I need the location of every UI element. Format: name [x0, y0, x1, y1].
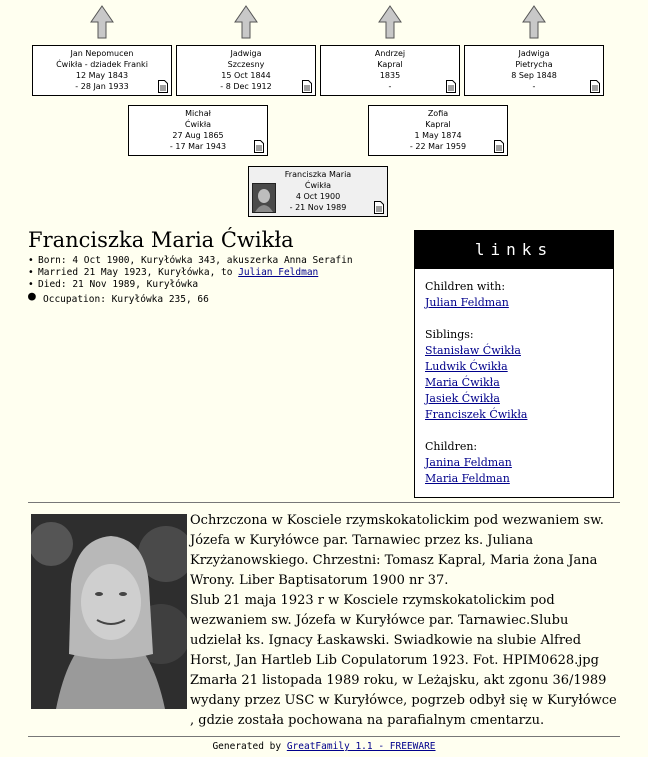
page-title: Franciszka Maria Ćwikła: [28, 228, 294, 252]
fact-occupation: ● Occupation: Kuryłówka 235, 66: [28, 289, 209, 305]
portrait-photo: [31, 514, 187, 709]
ancestor-name: Andrzej: [374, 49, 406, 58]
document-icon[interactable]: [158, 80, 168, 93]
ancestor-box[interactable]: [320, 45, 460, 96]
parent-died: - 17 Mar 1943: [169, 142, 227, 151]
parent-died: - 22 Mar 1959: [409, 142, 467, 151]
thumbnail-photo: [252, 183, 276, 213]
section-label: Children with:: [425, 280, 506, 293]
ancestor-box[interactable]: [176, 45, 316, 96]
ancestor-died: - 8 Dec 1912: [220, 82, 272, 91]
document-icon[interactable]: [374, 201, 384, 214]
document-icon[interactable]: [302, 80, 312, 93]
ancestor-died: -: [388, 82, 392, 91]
arrow-up-icon[interactable]: [522, 5, 546, 39]
children-with-link[interactable]: Julian Feldman: [425, 296, 509, 309]
ancestor-born: 1835: [379, 71, 401, 80]
children-with-section: [425, 279, 603, 311]
sibling-link[interactable]: Maria Ćwikła: [425, 376, 500, 389]
parent-name: Zofia: [427, 109, 449, 118]
links-panel: [414, 230, 614, 498]
sibling-link[interactable]: Jasiek Ćwikła: [425, 392, 500, 405]
subject-box[interactable]: [248, 166, 388, 217]
section-label: Children:: [425, 440, 478, 453]
divider: [28, 736, 620, 737]
document-icon[interactable]: [494, 140, 504, 153]
ancestor-name: Jadwiga: [518, 49, 550, 58]
sibling-link[interactable]: Franciszek Ćwikła: [425, 408, 528, 421]
divider: [28, 502, 620, 503]
siblings-section: [425, 327, 603, 423]
ancestor-box[interactable]: [464, 45, 604, 96]
section-label: Siblings:: [425, 328, 474, 341]
parent-born: 27 Aug 1865: [172, 131, 224, 140]
subject-surname: Ćwikła: [304, 181, 332, 190]
person-facts: [28, 255, 353, 306]
ancestor-surname: Szczesny: [227, 60, 265, 69]
ancestor-born: 8 Sep 1848: [511, 71, 557, 80]
fact-married: • Married 21 May 1923, Kuryłówka, to Julian Feldman: [28, 267, 319, 278]
ancestor-surname: Kapral: [377, 60, 403, 69]
ancestor-surname: Pietrycha: [515, 60, 553, 69]
biography-text: [190, 511, 620, 731]
arrow-up-icon[interactable]: [90, 5, 114, 39]
parent-surname: Ćwikła: [184, 120, 212, 129]
document-icon[interactable]: [254, 140, 264, 153]
sibling-link[interactable]: Stanisław Ćwikła: [425, 344, 521, 357]
parent-surname: Kapral: [425, 120, 451, 129]
subject-born: 4 Oct 1900: [295, 192, 341, 201]
arrow-up-icon[interactable]: [378, 5, 402, 39]
ancestor-died: - 28 Jan 1933: [75, 82, 129, 91]
fact-died: • Died: 21 Nov 1989, Kuryłówka: [28, 279, 199, 290]
links-title: links: [415, 231, 613, 269]
ancestor-name: Jadwiga: [230, 49, 262, 58]
footer: Generated by GreatFamily 1.1 - FREEWARE: [212, 741, 436, 752]
footer-link[interactable]: GreatFamily 1.1 - FREEWARE: [286, 741, 436, 752]
document-icon[interactable]: [590, 80, 600, 93]
document-icon[interactable]: [446, 80, 456, 93]
child-link[interactable]: Maria Feldman: [425, 472, 510, 485]
fact-born: • Born: 4 Oct 1900, Kuryłówka 343, akuszerka Anna Serafin: [28, 255, 353, 266]
parent-name: Michał: [185, 109, 211, 118]
sibling-link[interactable]: Ludwik Ćwikła: [425, 360, 508, 373]
ancestor-box[interactable]: [32, 45, 172, 96]
subject-died: - 21 Nov 1989: [289, 203, 347, 212]
ancestor-born: 15 Oct 1844: [221, 71, 271, 80]
child-link[interactable]: Janina Feldman: [425, 456, 512, 469]
parent-box[interactable]: [368, 105, 508, 156]
biography-paragraph: Ochrzczona w Kosciele rzymskokatolickim pod wezwaniem sw. Józefa w Kuryłówce par. Tarnawiec przez ks. Juliana Krzyżanowskiego. Chrzestni: Tomasz Kapral, Maria żona Jana Wrony. Liber Baptisatorum 1900 nr 37.: [190, 513, 604, 588]
children-section: [425, 439, 603, 487]
parent-born: 1 May 1874: [414, 131, 462, 140]
ancestor-name: Jan Nepomucen: [70, 49, 134, 58]
ancestor-surname: Ćwikła - dziadek Franki: [56, 60, 148, 69]
spouse-link[interactable]: Julian Feldman: [238, 267, 319, 278]
biography-paragraph: Slub 21 maja 1923 r w Kosciele rzymskokatolickim pod wezwaniem sw. Józefa w Kuryłówce par. Tarnawiec.Slubu udzielał ks. Ignacy Łaskawski. Swiadkowie na slubie Alfred Horst, Jan Hartleb Lib Copulatorum 1923. Fot. HPIM0628.jpg: [190, 593, 599, 668]
arrow-up-icon[interactable]: [234, 5, 258, 39]
ancestor-born: 12 May 1843: [75, 71, 129, 80]
subject-name: Franciszka Maria: [284, 170, 352, 179]
ancestor-died: -: [532, 82, 536, 91]
biography-paragraph: Zmarła 21 listopada 1989 roku, w Leżajsku, akt zgonu 36/1989 wydany przez USC w Kuryłówce, pogrzeb odbył się w Kuryłówce , gdzie została pochowana na parafialnym cmentarzu.: [190, 673, 617, 728]
parent-box[interactable]: [128, 105, 268, 156]
